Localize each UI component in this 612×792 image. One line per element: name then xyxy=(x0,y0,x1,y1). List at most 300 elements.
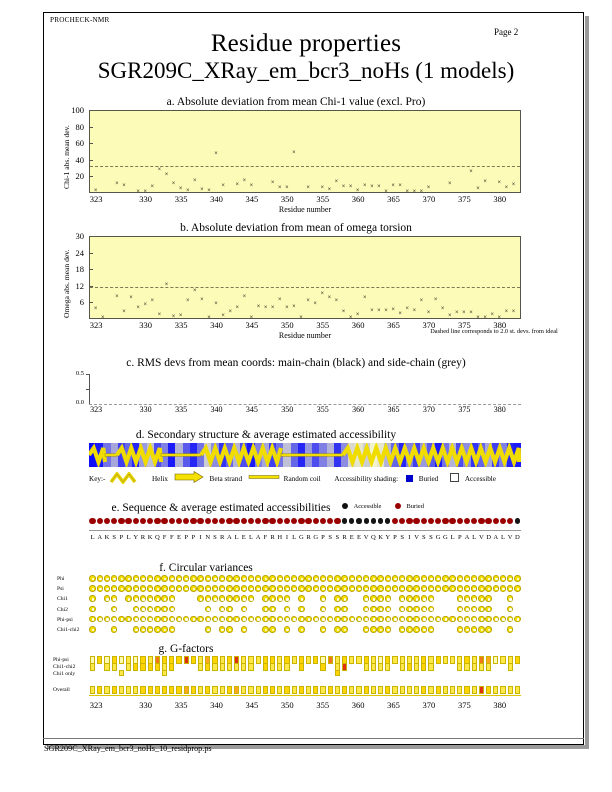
circular-variance-marker xyxy=(370,606,377,613)
data-point-marker: × xyxy=(355,311,360,318)
data-point-marker: × xyxy=(164,282,169,289)
gfactor-cell xyxy=(436,686,441,694)
circular-variance-core xyxy=(265,578,268,581)
circular-variance-core xyxy=(452,578,455,581)
residue-dot-buried xyxy=(478,518,484,524)
xtick-label: 330 xyxy=(139,700,153,710)
circular-variance-core xyxy=(301,608,304,611)
residue-dot-buried xyxy=(471,518,477,524)
sequence-letter: A xyxy=(97,534,103,541)
data-point-marker: × xyxy=(115,293,119,300)
circular-variance-marker xyxy=(349,585,356,592)
circular-variance-core xyxy=(178,578,181,581)
gfactor-cell xyxy=(299,686,304,694)
circular-variance-marker xyxy=(485,626,492,633)
circular-variance-core xyxy=(265,618,268,621)
circular-variance-marker xyxy=(349,575,356,582)
xtick-label: 335 xyxy=(174,700,188,710)
circular-variance-marker xyxy=(133,575,140,582)
residue-dot-buried xyxy=(313,518,319,524)
circular-variance-marker xyxy=(406,575,413,582)
sequence-rule xyxy=(89,530,521,531)
residue-dot-buried xyxy=(493,518,499,524)
data-point-marker: × xyxy=(228,309,232,316)
circular-variance-core xyxy=(459,588,462,591)
gfactor-cell xyxy=(371,663,376,671)
residue-dot-buried xyxy=(118,518,124,524)
panel-b-threshold-note: Dashed line corresponds to 2.0 st. devs. from ideal xyxy=(430,328,558,335)
gfactor-cell xyxy=(414,663,419,671)
circular-variance-marker xyxy=(89,626,96,633)
circular-variance-marker xyxy=(241,585,248,592)
circular-variance-marker xyxy=(219,626,226,633)
sequence-letter: L xyxy=(292,534,297,541)
xtick-label: 323 xyxy=(90,405,103,414)
data-point-marker: × xyxy=(143,302,147,309)
gfactor-cell xyxy=(270,686,275,694)
circular-variance-marker xyxy=(356,585,363,592)
gfactor-cell xyxy=(198,663,203,671)
circular-variance-core xyxy=(221,629,224,632)
key-coil-label: Random coil xyxy=(283,475,321,483)
circular-variance-core xyxy=(509,598,512,601)
gfactor-cell xyxy=(472,686,477,694)
data-point-marker: × xyxy=(235,181,240,188)
gfactor-cell xyxy=(371,686,376,694)
residue-dot-buried xyxy=(269,518,275,524)
circular-variance-marker xyxy=(457,575,464,582)
circular-variance-marker xyxy=(226,575,233,582)
circular-variance-marker xyxy=(406,626,413,633)
circular-variance-marker xyxy=(197,585,204,592)
circular-variance-core xyxy=(358,578,361,581)
circular-variance-core xyxy=(409,588,412,591)
circular-variance-core xyxy=(164,608,167,611)
gfactor-cell xyxy=(292,656,297,664)
panel-e-legend xyxy=(342,503,424,510)
circular-variance-core xyxy=(185,578,188,581)
circular-variance-core xyxy=(301,578,304,581)
data-point-marker: × xyxy=(348,314,353,321)
circular-variance-marker xyxy=(370,575,377,582)
data-point-marker: × xyxy=(433,297,438,304)
sequence-letter: I xyxy=(285,534,289,541)
panel-b-plot xyxy=(89,236,521,319)
circular-variance-core xyxy=(286,608,289,611)
circular-variance-marker xyxy=(262,626,269,633)
circular-variance-marker xyxy=(298,626,305,633)
random-coil-glyph xyxy=(281,454,343,457)
gfactor-cell xyxy=(500,656,505,664)
gfactor-cell xyxy=(428,686,433,694)
panel-g-row-label: Chi1 only xyxy=(53,671,76,677)
circular-variance-core xyxy=(272,588,275,591)
gfactor-cell xyxy=(97,686,102,694)
circular-variance-marker xyxy=(464,585,471,592)
random-coil-glyph xyxy=(105,454,117,457)
sequence-letter: F xyxy=(162,534,167,541)
xtick-label: 365 xyxy=(387,320,400,330)
circular-variance-core xyxy=(445,578,448,581)
data-point-marker: × xyxy=(235,304,240,311)
circular-variance-core xyxy=(394,588,397,591)
random-coil-icon xyxy=(248,471,282,483)
circular-variance-marker xyxy=(457,595,464,602)
circular-variance-core xyxy=(401,588,404,591)
circular-variance-core xyxy=(430,629,433,632)
data-point-marker: × xyxy=(405,189,409,196)
circular-variance-core xyxy=(293,618,296,621)
circular-variance-core xyxy=(135,578,138,581)
data-point-marker: × xyxy=(249,182,254,189)
circular-variance-core xyxy=(265,629,268,632)
data-point-marker: × xyxy=(469,169,473,176)
circular-variance-marker xyxy=(485,595,492,602)
residue-dot-buried xyxy=(457,518,463,524)
ytick-mark xyxy=(89,236,93,237)
circular-variance-marker xyxy=(485,606,492,613)
ytick-label: 12 xyxy=(75,280,84,291)
circular-variance-core xyxy=(178,588,181,591)
residue-dot-buried xyxy=(104,518,110,524)
gfactor-cell xyxy=(421,686,426,694)
gfactor-cell xyxy=(191,686,196,694)
xtick-label: 340 xyxy=(210,405,223,414)
ytick-label: 6 xyxy=(79,297,84,308)
circular-variance-core xyxy=(488,598,491,601)
circular-variance-core xyxy=(416,578,419,581)
circular-variance-marker xyxy=(457,585,464,592)
data-point-marker: × xyxy=(412,307,417,314)
circular-variance-core xyxy=(351,618,354,621)
xtick-label: 355 xyxy=(316,405,329,414)
circular-variance-marker xyxy=(485,575,492,582)
circular-variance-marker xyxy=(428,585,435,592)
data-point-marker: × xyxy=(497,314,502,321)
key-helix-label: Helix xyxy=(151,475,168,483)
gfactor-cell xyxy=(378,686,383,694)
helix-glyph xyxy=(89,448,105,462)
xtick-label: 365 xyxy=(387,700,400,710)
circular-variance-marker xyxy=(133,626,140,633)
circular-variance-core xyxy=(322,618,325,621)
circular-variance-core xyxy=(171,588,174,591)
residue-dot-buried xyxy=(125,518,131,524)
circular-variance-core xyxy=(113,629,116,632)
circular-variance-core xyxy=(365,578,368,581)
xtick-label: 323 xyxy=(89,320,103,330)
circular-variance-core xyxy=(221,578,224,581)
data-point-marker: × xyxy=(355,188,360,195)
circular-variance-core xyxy=(502,578,505,581)
xtick-label: 355 xyxy=(316,320,330,330)
sequence-letter: I xyxy=(199,534,202,541)
residue-dot-buried xyxy=(183,518,189,524)
circular-variance-core xyxy=(373,598,376,601)
sequence-letter: V xyxy=(507,534,513,541)
residue-dot-buried xyxy=(233,518,239,524)
gfactor-cell xyxy=(335,686,340,694)
gfactor-cell xyxy=(220,686,225,694)
sequence-letter: G xyxy=(443,534,448,541)
circular-variance-core xyxy=(423,618,426,621)
data-point-marker: × xyxy=(447,180,452,187)
gfactor-cell xyxy=(342,663,347,671)
circular-variance-core xyxy=(380,618,383,621)
data-point-marker: × xyxy=(242,177,247,184)
circular-variance-core xyxy=(401,629,404,632)
sequence-letter: V xyxy=(363,534,369,541)
circular-variance-core xyxy=(149,578,152,581)
data-point-marker: × xyxy=(122,183,126,190)
data-point-marker: × xyxy=(178,312,183,319)
circular-variance-marker xyxy=(233,595,240,602)
circular-variance-core xyxy=(365,608,368,611)
page-title: Residue properties xyxy=(210,30,402,57)
circular-variance-core xyxy=(373,608,376,611)
circular-variance-core xyxy=(466,629,469,632)
sequence-letter: R xyxy=(140,534,146,541)
circular-variance-core xyxy=(272,629,275,632)
data-point-marker: × xyxy=(362,295,367,302)
threshold-dashed-line xyxy=(90,166,520,167)
gfactor-cell xyxy=(320,663,325,671)
data-point-marker: × xyxy=(207,314,211,321)
circular-variance-core xyxy=(214,618,217,621)
circular-variance-core xyxy=(308,588,311,591)
gfactor-cell xyxy=(443,656,448,664)
circular-variance-core xyxy=(301,588,304,591)
xtick-label: 375 xyxy=(457,320,471,330)
gfactor-cell xyxy=(148,663,153,671)
circular-variance-marker xyxy=(370,616,377,623)
helix-icon xyxy=(110,472,150,484)
circular-variance-core xyxy=(236,578,239,581)
circular-variance-core xyxy=(481,598,484,601)
sequence-letter: P xyxy=(119,534,124,541)
circular-variance-core xyxy=(409,608,412,611)
residue-dot-buried xyxy=(413,518,419,524)
residue-dot-accessible xyxy=(349,518,354,523)
data-point-marker: × xyxy=(370,307,374,314)
residue-dot-buried xyxy=(147,518,153,524)
residue-dot-buried xyxy=(428,518,434,524)
gfactor-cell xyxy=(119,670,124,676)
data-point-marker: × xyxy=(384,307,388,314)
circular-variance-marker xyxy=(471,626,478,633)
circular-variance-core xyxy=(329,578,332,581)
circular-variance-core xyxy=(509,629,512,632)
data-point-marker: × xyxy=(426,310,431,317)
sequence-letter: F xyxy=(263,534,268,541)
circular-variance-marker xyxy=(248,585,255,592)
sequence-letter: L xyxy=(472,534,477,541)
circular-variance-marker xyxy=(226,626,233,633)
circular-variance-core xyxy=(365,598,368,601)
footer-filename: SGR209C_XRay_em_bcr3_noHs_10_residprop.ps xyxy=(44,744,212,753)
circular-variance-marker xyxy=(190,575,197,582)
circular-variance-core xyxy=(164,598,167,601)
footer-divider xyxy=(43,738,584,739)
gfactor-cell xyxy=(248,686,253,694)
circular-variance-core xyxy=(473,578,476,581)
data-point-marker: × xyxy=(193,288,197,295)
xtick-label: 375 xyxy=(458,405,471,414)
gfactor-cell xyxy=(392,656,397,664)
circular-variance-core xyxy=(329,588,332,591)
legend-accessible-label: Accessible xyxy=(353,503,382,510)
data-point-marker: × xyxy=(469,310,473,317)
circular-variance-marker xyxy=(125,585,132,592)
circular-variance-core xyxy=(200,618,203,621)
data-point-marker: × xyxy=(115,180,119,187)
data-point-marker: × xyxy=(327,295,332,302)
sequence-letter: D xyxy=(486,534,491,541)
circular-variance-core xyxy=(113,578,116,581)
circular-variance-core xyxy=(301,618,304,621)
xtick-label: 340 xyxy=(210,194,223,204)
sequence-letter: R xyxy=(306,534,311,541)
residue-dot-buried xyxy=(205,518,211,524)
circular-variance-marker xyxy=(385,575,392,582)
circular-variance-marker xyxy=(298,616,305,623)
circular-variance-marker xyxy=(169,626,176,633)
helix-glyph xyxy=(117,448,161,462)
circular-variance-marker xyxy=(442,575,449,582)
data-point-marker: × xyxy=(334,179,339,186)
circular-variance-core xyxy=(452,618,455,621)
gfactor-cell xyxy=(256,686,261,694)
circular-variance-marker xyxy=(262,575,269,582)
panel-g-row-label: Phi-psi xyxy=(53,657,69,663)
sequence-letter: A xyxy=(227,534,232,541)
circular-variance-core xyxy=(423,608,426,611)
buried-swatch-icon xyxy=(406,475,413,482)
panel-c-tick-top xyxy=(86,374,89,375)
circular-variance-core xyxy=(337,608,340,611)
data-point-marker: × xyxy=(200,186,204,193)
circular-variance-core xyxy=(502,588,505,591)
xtick-label: 335 xyxy=(175,405,188,414)
circular-variance-marker xyxy=(514,575,521,582)
circular-variance-marker xyxy=(478,616,485,623)
circular-variance-core xyxy=(481,629,484,632)
data-point-marker: × xyxy=(178,185,183,192)
data-point-marker: × xyxy=(299,314,303,321)
residue-dot-buried xyxy=(399,518,405,524)
data-point-marker: × xyxy=(462,310,466,317)
sequence-letter: S xyxy=(429,534,433,541)
data-point-marker: × xyxy=(157,311,162,318)
xtick-label: 365 xyxy=(387,194,400,204)
gfactor-cell xyxy=(90,663,95,671)
circular-variance-core xyxy=(445,588,448,591)
residue-dot-buried xyxy=(248,518,254,524)
circular-variance-core xyxy=(481,618,484,621)
xtick-label: 370 xyxy=(422,194,436,204)
circular-variance-core xyxy=(387,588,390,591)
sequence-letter: P xyxy=(191,534,196,541)
panel-f-row-label: Phi-psi xyxy=(57,616,73,623)
gfactor-cell xyxy=(421,663,426,671)
sequence-letter: V xyxy=(414,534,419,541)
circular-variance-core xyxy=(473,618,476,621)
gfactor-cell xyxy=(356,686,361,694)
panel-e-title: e. Sequence & average estimated accessibilities xyxy=(111,502,331,514)
circular-variance-core xyxy=(430,608,433,611)
gfactor-cell xyxy=(508,686,513,694)
circular-variance-core xyxy=(207,578,210,581)
circular-variance-core xyxy=(272,618,275,621)
xtick-label: 380 xyxy=(493,700,507,710)
ytick-mark xyxy=(89,143,93,144)
circular-variance-marker xyxy=(262,595,269,602)
residue-dot-buried xyxy=(406,518,412,524)
page-subtitle: SGR209C_XRay_em_bcr3_noHs (1 models) xyxy=(97,58,515,83)
data-point-marker: × xyxy=(483,314,487,321)
circular-variance-core xyxy=(416,598,419,601)
circular-variance-core xyxy=(416,588,419,591)
circular-variance-core xyxy=(337,618,340,621)
circular-variance-core xyxy=(466,598,469,601)
residue-dot-buried xyxy=(161,518,167,524)
data-point-marker: × xyxy=(405,306,409,313)
circular-variance-core xyxy=(344,608,347,611)
gfactor-cell xyxy=(277,663,282,671)
sequence-letter: S xyxy=(400,534,405,541)
circular-variance-core xyxy=(517,618,520,621)
gfactor-cell xyxy=(140,686,145,694)
circular-variance-marker xyxy=(428,575,435,582)
circular-variance-core xyxy=(142,598,145,601)
data-point-marker: × xyxy=(377,307,381,314)
circular-variance-marker xyxy=(421,626,428,633)
circular-variance-core xyxy=(113,608,116,611)
circular-variance-marker xyxy=(457,626,464,633)
circular-variance-core xyxy=(236,598,239,601)
circular-variance-core xyxy=(229,588,232,591)
ytick-mark xyxy=(89,253,93,254)
data-point-marker: × xyxy=(214,150,218,157)
circular-variance-core xyxy=(221,588,224,591)
circular-variance-marker xyxy=(111,575,118,582)
circular-variance-core xyxy=(430,618,433,621)
data-point-marker: × xyxy=(278,185,282,192)
xtick-label: 375 xyxy=(457,194,471,204)
data-point-marker: × xyxy=(306,298,310,305)
gfactor-cell xyxy=(270,663,275,671)
circular-variance-core xyxy=(171,629,174,632)
circular-variance-core xyxy=(373,629,376,632)
circular-variance-core xyxy=(128,598,131,601)
panel-f-row-label: Chi2 xyxy=(57,606,68,613)
secondary-structure-glyphs xyxy=(89,443,521,467)
circular-variance-core xyxy=(337,598,340,601)
circular-variance-core xyxy=(207,608,210,611)
data-point-marker: × xyxy=(419,189,424,196)
gfactor-cell xyxy=(400,686,405,694)
circular-variance-marker xyxy=(277,595,284,602)
circular-variance-core xyxy=(171,598,174,601)
circular-variance-core xyxy=(121,618,124,621)
data-point-marker: × xyxy=(362,182,367,189)
gfactor-cell xyxy=(126,663,131,671)
circular-variance-core xyxy=(265,608,268,611)
circular-variance-core xyxy=(380,608,383,611)
circular-variance-core xyxy=(452,588,455,591)
circular-variance-core xyxy=(373,588,376,591)
circular-variance-core xyxy=(445,618,448,621)
